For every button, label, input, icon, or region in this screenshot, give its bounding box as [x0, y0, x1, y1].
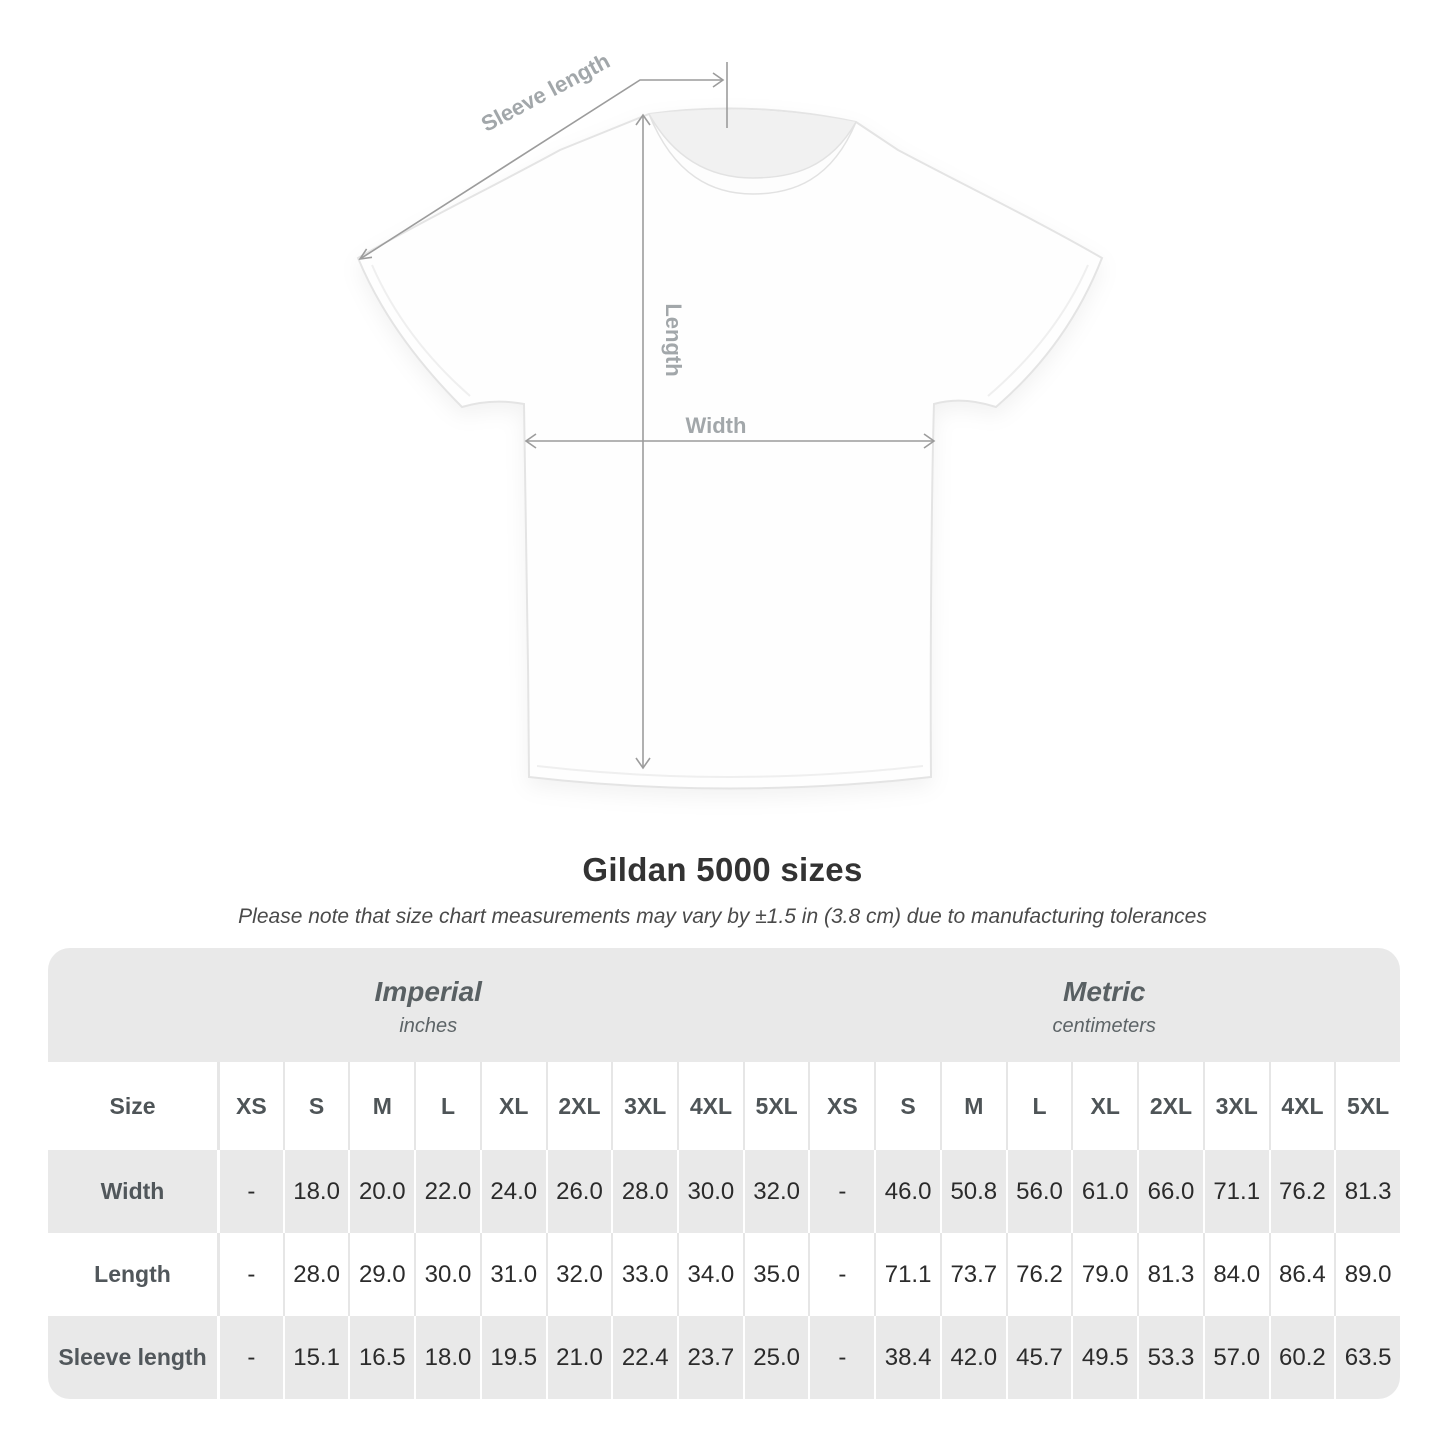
size-value-cell: 84.0	[1203, 1233, 1269, 1316]
size-column-header: 3XL	[611, 1062, 677, 1150]
size-column-header: XL	[1071, 1062, 1137, 1150]
size-value-cell: 50.8	[940, 1150, 1006, 1233]
size-value-cell: -	[808, 1316, 874, 1399]
size-table	[48, 948, 1400, 1399]
size-column-header: 2XL	[1137, 1062, 1203, 1150]
size-value-cell: 30.0	[677, 1150, 743, 1233]
size-value-cell: 18.0	[283, 1150, 349, 1233]
sleeve-length-label: Sleeve length	[476, 48, 614, 137]
metric-header	[808, 948, 1400, 1062]
size-value-cell: 60.2	[1269, 1316, 1335, 1399]
width-label: Width	[685, 413, 747, 438]
size-header-label: Size	[48, 1062, 217, 1150]
size-value-cell: 61.0	[1071, 1150, 1137, 1233]
size-column-header: L	[1006, 1062, 1072, 1150]
row-label: Sleeve length	[48, 1316, 217, 1399]
size-column-header: 3XL	[1203, 1062, 1269, 1150]
size-value-cell: 15.1	[283, 1316, 349, 1399]
size-value-cell: 20.0	[348, 1150, 414, 1233]
size-value-cell: 42.0	[940, 1316, 1006, 1399]
size-value-cell: 46.0	[874, 1150, 940, 1233]
size-column-header: XL	[480, 1062, 546, 1150]
size-value-cell: 63.5	[1334, 1316, 1400, 1399]
size-column-header: M	[348, 1062, 414, 1150]
size-value-cell: -	[808, 1150, 874, 1233]
tolerance-note: Please note that size chart measurements may vary by ±1.5 in (3.8 cm) due to manufacturing tolerances	[238, 905, 1207, 928]
size-value-cell: 26.0	[546, 1150, 612, 1233]
size-value-cell: 76.2	[1006, 1233, 1072, 1316]
imperial-title: Imperial	[374, 976, 482, 1007]
size-value-cell: 23.7	[677, 1316, 743, 1399]
size-value-cell: 33.0	[611, 1233, 677, 1316]
imperial-header	[48, 948, 808, 1062]
size-value-cell: -	[808, 1233, 874, 1316]
size-value-cell: 22.4	[611, 1316, 677, 1399]
size-value-cell: 19.5	[480, 1316, 546, 1399]
imperial-unit: inches	[399, 1015, 458, 1037]
size-value-cell: 86.4	[1269, 1233, 1335, 1316]
tshirt-outline	[358, 109, 1102, 789]
size-value-cell: 30.0	[414, 1233, 480, 1316]
size-value-cell: 57.0	[1203, 1316, 1269, 1399]
size-value-cell: -	[217, 1150, 283, 1233]
size-value-cell: 89.0	[1334, 1233, 1400, 1316]
size-value-cell: 18.0	[414, 1316, 480, 1399]
size-value-cell: 66.0	[1137, 1150, 1203, 1233]
row-label: Width	[48, 1150, 217, 1233]
size-value-cell: 31.0	[480, 1233, 546, 1316]
size-value-cell: 73.7	[940, 1233, 1006, 1316]
size-value-cell: 71.1	[874, 1233, 940, 1316]
size-column-header: 4XL	[1269, 1062, 1335, 1150]
size-value-cell: 22.0	[414, 1150, 480, 1233]
size-column-header: M	[940, 1062, 1006, 1150]
size-value-cell: 45.7	[1006, 1316, 1072, 1399]
size-value-cell: 56.0	[1006, 1150, 1072, 1233]
metric-title: Metric	[1063, 976, 1146, 1007]
size-value-cell: 16.5	[348, 1316, 414, 1399]
size-value-cell: -	[217, 1316, 283, 1399]
metric-unit: centimeters	[1052, 1015, 1156, 1037]
size-value-cell: 28.0	[283, 1233, 349, 1316]
size-column-header: L	[414, 1062, 480, 1150]
size-column-header: 5XL	[1334, 1062, 1400, 1150]
length-label: Length	[661, 303, 687, 377]
size-value-cell: 79.0	[1071, 1233, 1137, 1316]
size-value-cell: 38.4	[874, 1316, 940, 1399]
size-value-cell: 28.0	[611, 1150, 677, 1233]
size-value-cell: 29.0	[348, 1233, 414, 1316]
size-value-cell: 76.2	[1269, 1150, 1335, 1233]
size-column-header: XS	[217, 1062, 283, 1150]
size-value-cell: 24.0	[480, 1150, 546, 1233]
size-column-header: 2XL	[546, 1062, 612, 1150]
row-label: Length	[48, 1233, 217, 1316]
size-value-cell: 81.3	[1137, 1233, 1203, 1316]
size-value-cell: 21.0	[546, 1316, 612, 1399]
tshirt-illustration	[358, 109, 1102, 789]
size-value-cell: 25.0	[743, 1316, 809, 1399]
size-value-cell: 32.0	[743, 1150, 809, 1233]
size-value-cell: 32.0	[546, 1233, 612, 1316]
size-value-cell: 34.0	[677, 1233, 743, 1316]
size-value-cell: 53.3	[1137, 1316, 1203, 1399]
size-value-cell: 35.0	[743, 1233, 809, 1316]
size-column-header: S	[283, 1062, 349, 1150]
size-column-header: 5XL	[743, 1062, 809, 1150]
size-column-header: 4XL	[677, 1062, 743, 1150]
size-value-cell: 49.5	[1071, 1316, 1137, 1399]
size-value-cell: 71.1	[1203, 1150, 1269, 1233]
size-column-header: S	[874, 1062, 940, 1150]
page-title: Gildan 5000 sizes	[582, 851, 863, 888]
size-value-cell: -	[217, 1233, 283, 1316]
size-column-header: XS	[808, 1062, 874, 1150]
size-value-cell: 81.3	[1334, 1150, 1400, 1233]
